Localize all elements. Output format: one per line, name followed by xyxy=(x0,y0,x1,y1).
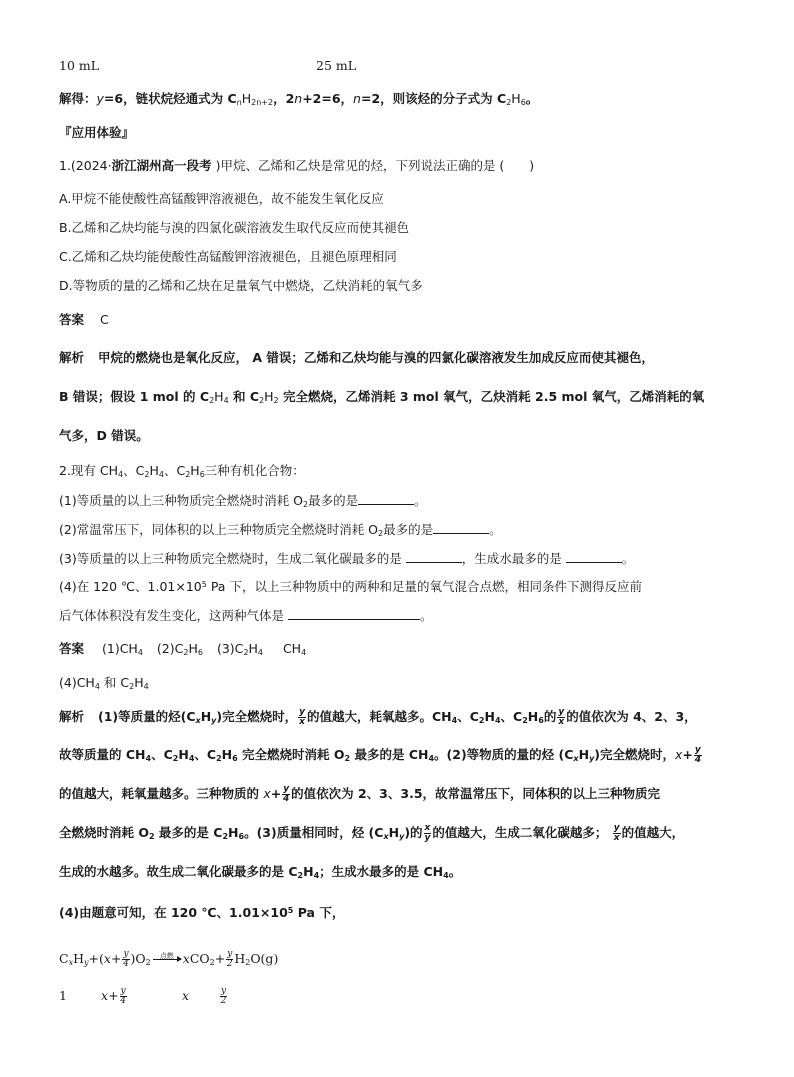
answer-blank[interactable] xyxy=(358,491,414,505)
option-b: B.乙烯和乙炔均能与溴的四氯化碳溶液发生取代反应而使其褪色 xyxy=(59,220,410,235)
question-2-part-4-line-2: 后气体体积没有发生变化，这两种气体是 。 xyxy=(59,608,433,623)
section-heading: 『应用体验』 xyxy=(59,125,135,140)
explanation-1-line-1: 解析 甲烷的燃烧也是氧化反应， A 错误；乙烯和乙炔均能与溴的四氯化碳溶液发生加成反应而使其褪色， xyxy=(59,350,654,365)
explanation-2-line-3: 的值越大，耗氧量越多。三种物质的 x+ $\frac{y}{4}$ 的值依次为 2、3、3.5，故常温常压下，同体积的以上三种物质完 xyxy=(59,784,661,804)
option-c: C.乙烯和乙炔均能使酸性高锰酸钾溶液褪色，且褪色原理相同 xyxy=(59,249,397,264)
answer-blank[interactable] xyxy=(566,549,622,563)
question-2-stem: 2.现有 $CH_4$、$C_2H_4$、$C_2H_6$三种有机化合物： xyxy=(59,463,305,479)
answer-2-part-4: $(4)CH_4$ 和 $C_2H_4$ xyxy=(59,675,149,691)
option-d: D.等物质的量的乙烯和乙炔在足量氧气中燃烧，乙炔消耗的氧气多 xyxy=(59,278,423,293)
explanation-1-line-2: B 错误；假设 1 mol 的 $C_2H_4$ 和 $C_2H_2$ 完全燃烧，乙烯消耗 3 mol 氧气，乙炔消耗 2.5 mol 氧气，乙烯消耗的氧 xyxy=(59,389,705,405)
explanation-2-line-1: 解析 (1)等质量的烃$(C_xH_y)$完全燃烧时， $\frac{y}{x}$ 的值越大，耗氧越多。$CH_4$、$C_2H_4$、$C_2H_6$的 $\frac{y}{x}$ 的值依次为 4、2、3， xyxy=(59,707,697,727)
explanation-2-line-4: 全燃烧时消耗 $O_2$ 最多的是 $C_2H_6$。(3)质量相同时，烃 $(C_xH_y)$的 $\frac{x}{y}$ 的值越大，生成二氧化碳越多； $\frac{y}{x}$ 的值越大， xyxy=(59,823,685,843)
answer-blank[interactable] xyxy=(433,520,489,534)
question-2-part-3: (3)等质量的以上三种物质完全燃烧时，生成二氧化碳最多的是 ，生成水最多的是 。 xyxy=(59,551,635,566)
option-a: A.甲烷不能使酸性高锰酸钾溶液褪色，故不能发生氧化反应 xyxy=(59,191,384,206)
volume-1: 10 mL xyxy=(59,58,100,73)
explanation-1-line-3: 气多，D 错误。 xyxy=(59,428,149,443)
answer-1: 答案 C xyxy=(59,312,109,327)
answer-blank[interactable] xyxy=(406,549,462,563)
answer-2: 答案 $(1)CH_4$ $(2)C_2H_6$ $(3)C_2H_4$ $CH_4$ xyxy=(59,641,307,657)
explanation-2-line-2: 故等质量的 $CH_4$、$C_2H_4$、$C_2H_6$ 完全燃烧时消耗 $O_2$ 最多的是 $CH_4$。(2)等物质的量的烃 $(C_xH_y)$完全燃烧时，x+ $\frac{y}{4}$ xyxy=(59,745,701,765)
explanation-2-line-6: (4)由题意可知，在 120 ℃、$1.01\times 10^5$ Pa 下， xyxy=(59,905,345,920)
question-2-part-1: (1)等质量的以上三种物质完全燃烧时消耗 $O_2$最多的是 。 xyxy=(59,493,427,509)
combustion-equation: $C_xH_y+(x+$ $\frac{y}{4}$ )$O_2$ 点燃 xCO$_2$+ $\frac{y}{2}$ $H_2O(g)$ xyxy=(59,949,279,969)
stoichiometry-row: 1 x+ $\frac{y}{4}$ x $\frac{y}{2}$ xyxy=(59,986,227,1006)
explanation-2-line-5: 生成的水越多。故生成二氧化碳最多的是 $C_2H_4$；生成水最多的是 $CH_4$。 xyxy=(59,864,462,880)
answer-blank[interactable] xyxy=(288,606,420,620)
question-2-part-4-line-1: (4)在 120 ℃、$1.01\times 10^5$ Pa 下，以上三种物质中的两种和足量的氧气混合点燃，相同条件下测得反应前 xyxy=(59,579,642,594)
volume-2: 25 mL xyxy=(316,58,357,73)
question-1-stem: 1.(2024·浙江湖州高一段考 )甲烷、乙烯和乙炔是常见的烃，下列说法正确的是 ( ) xyxy=(59,158,535,173)
reaction-arrow: 点燃 xyxy=(153,959,181,960)
solve-line: 解得：y=6，链状烷烃通式为 $C_nH_{2n+2}$，2n+2=6，n=2，则该烃的分子式为 $C_2H_6$。 xyxy=(59,91,539,107)
question-2-part-2: (2)常温常压下，同体积的以上三种物质完全燃烧时消耗 $O_2$最多的是 。 xyxy=(59,522,502,538)
volume-row xyxy=(59,57,754,75)
